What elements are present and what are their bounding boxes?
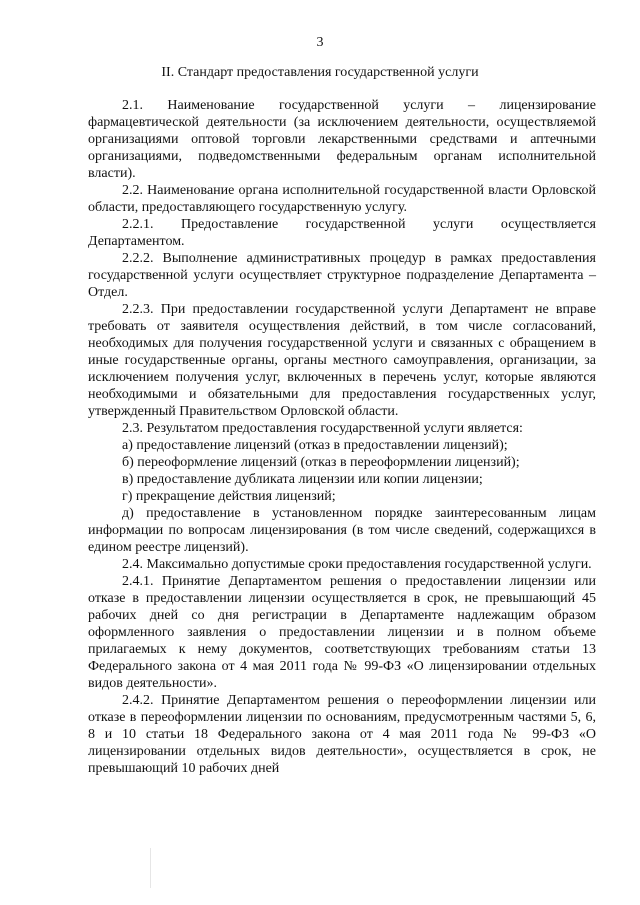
paragraph-2-1: 2.1. Наименование государственной услуги – лицензирование фармацевтической деятельности (за исключением деятельности, осуществляемой организациями оптовой торговли лекарственными средствами и аптечными организациями, подведомственными федеральным органам исполнительной власти). — [88, 98, 596, 181]
list-item-v: в) предоставление дубликата лицензии или копии лицензии; — [122, 472, 483, 487]
paragraph-2-2-1: 2.2.1. Предоставление государственной услуги осуществляется Департаментом. — [88, 217, 596, 249]
paragraph-2-3: 2.3. Результатом предоставления государственной услуги является: — [122, 421, 523, 436]
page-number: 3 — [316, 35, 324, 50]
paragraph-2-4: 2.4. Максимально допустимые сроки предоставления государственной услуги. — [122, 557, 592, 572]
document-body — [88, 97, 596, 777]
scan-artifact-line — [150, 848, 151, 888]
section-title: II. Стандарт предоставления государственной услуги — [161, 65, 479, 80]
list-item-d: д) предоставление в установленном порядке заинтересованным лицам информации по вопросам лицензирования (в том числе сведений, содержащихся в едином реестре лицензий). — [88, 506, 596, 555]
paragraph-2-4-2: 2.4.2. Принятие Департаментом решения о переоформлении лицензии или отказе в переоформлении лицензии по основаниям, предусмотренным частями 5, 6, 8 и 10 статьи 18 Федерального закона от 4 мая 2011 года № 99-ФЗ «О лицензировании отдельных видов деятельности», осуществляется в срок, не превышающий 10 рабочих дней — [88, 693, 596, 776]
list-item-a: а) предоставление лицензий (отказ в предоставлении лицензий); — [122, 438, 508, 453]
paragraph-2-2: 2.2. Наименование органа исполнительной государственной власти Орловской области, предоставляющего государственную услугу. — [88, 183, 596, 215]
paragraph-2-2-2: 2.2.2. Выполнение административных процедур в рамках предоставления государственной услуги осуществляет структурное подразделение Департамента – Отдел. — [88, 251, 596, 300]
paragraph-2-4-1: 2.4.1. Принятие Департаментом решения о предоставлении лицензии или отказе в предоставлении лицензии осуществляется в срок, не превышающий 45 рабочих дней со дня регистрации в Департаменте надлежащим образом оформленного заявления о предоставлении лицензии и в полном объеме прилагаемых к нему документов, соответствующих требованиям статьи 13 Федерального закона от 4 мая 2011 года № 99-ФЗ «О лицензировании отдельных видов деятельности». — [88, 574, 596, 691]
paragraph-2-2-3: 2.2.3. При предоставлении государственной услуги Департамент не вправе требовать от заявителя осуществления действий, в том числе согласований, необходимых для получения государственной услуги и связанных с обращением в иные государственные органы, органы местного самоуправления, организации, за исключением получения услуг, включенных в перечень услуг, которые являются необходимыми и обязательными для предоставления государственных услуг, утвержденный Правительством Орловской области. — [88, 302, 596, 419]
list-item-b: б) переоформление лицензий (отказ в переоформлении лицензий); — [122, 455, 520, 470]
list-item-g: г) прекращение действия лицензий; — [122, 489, 336, 504]
